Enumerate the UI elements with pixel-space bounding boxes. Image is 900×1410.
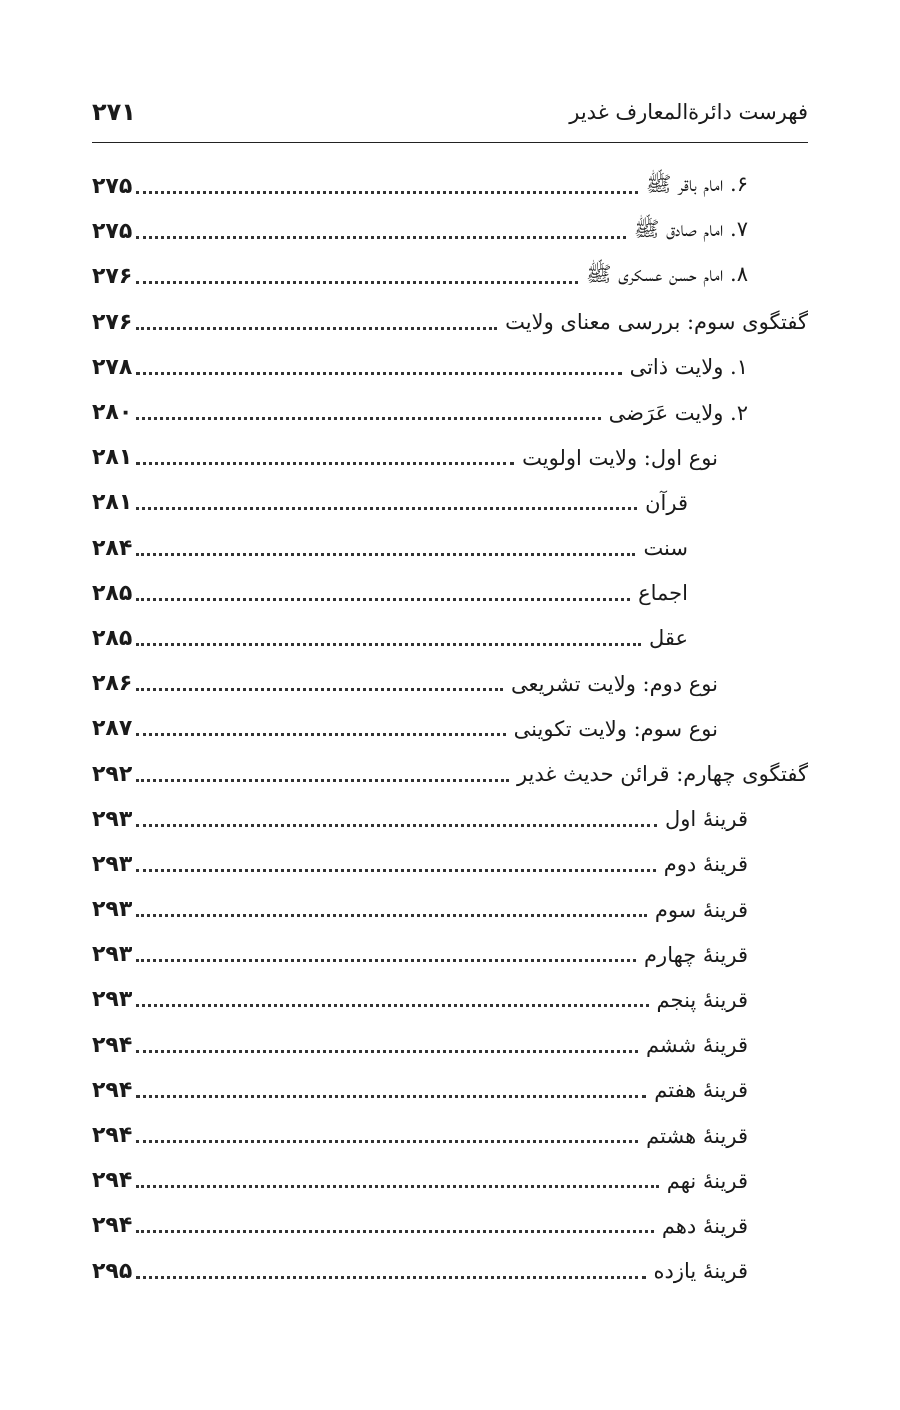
toc-entry-label: قرینۀ سوم	[654, 897, 748, 922]
dot-leader	[136, 327, 497, 330]
toc-entry-page-number: ۲۸۵	[92, 625, 133, 651]
toc-entry-label: قرینۀ ششم	[645, 1033, 748, 1058]
toc-entry	[92, 1113, 808, 1158]
table-of-contents	[92, 164, 808, 1294]
toc-entry	[92, 571, 808, 616]
toc-entry	[92, 616, 808, 661]
dot-leader	[136, 959, 636, 962]
dot-leader	[136, 598, 630, 601]
toc-entry-label: نوع دوم: ولایت تشریعی	[510, 671, 718, 696]
toc-entry-page-number: ۲۷۵	[92, 174, 133, 200]
header-divider	[92, 142, 808, 143]
dot-leader	[136, 462, 514, 465]
toc-entry	[92, 1203, 808, 1248]
toc-entry	[92, 1249, 808, 1294]
toc-entry	[92, 1023, 808, 1068]
page-number: ۲۷۱	[92, 98, 136, 126]
toc-entry-label: سنت	[643, 536, 688, 561]
dot-leader	[136, 191, 638, 194]
dot-leader	[136, 1140, 638, 1143]
toc-entry-label: گفتگوی سوم: بررسی معنای ولایت	[505, 310, 808, 335]
toc-entry	[92, 1158, 808, 1203]
dot-leader	[136, 1276, 645, 1279]
dot-leader	[136, 1095, 646, 1098]
toc-entry-label: عقل	[648, 626, 688, 651]
toc-entry-label: ۶. امام باقر ﷺ	[646, 172, 748, 197]
toc-entry-label: قرینۀ چهارم	[644, 942, 748, 967]
dot-leader	[136, 824, 657, 827]
toc-entry	[92, 480, 808, 525]
dot-leader	[136, 1004, 648, 1007]
dot-leader	[136, 688, 503, 691]
toc-entry-page-number: ۲۹۳	[92, 897, 133, 923]
toc-entry	[92, 977, 808, 1022]
toc-entry	[92, 1068, 808, 1113]
toc-entry	[92, 345, 808, 390]
dot-leader	[136, 236, 626, 239]
toc-entry-page-number: ۲۷۵	[92, 219, 133, 245]
toc-entry	[92, 797, 808, 842]
toc-entry-page-number: ۲۸۱	[92, 490, 133, 516]
dot-leader	[136, 281, 578, 284]
running-title: فهرست دائرةالمعارف غدیر	[569, 100, 808, 124]
toc-entry-page-number: ۲۹۲	[92, 761, 133, 787]
dot-leader	[136, 1185, 658, 1188]
toc-entry-page-number: ۲۸۰	[92, 400, 133, 426]
toc-entry-label: قرینۀ هفتم	[654, 1078, 748, 1103]
toc-entry	[92, 932, 808, 977]
toc-entry	[92, 254, 808, 299]
toc-entry-label: اجماع	[638, 581, 688, 606]
dot-leader	[136, 914, 647, 917]
toc-entry-page-number: ۲۹۴	[92, 1077, 133, 1103]
dot-leader	[136, 869, 655, 872]
toc-entry	[92, 300, 808, 345]
toc-entry-page-number: ۲۸۷	[92, 716, 133, 742]
toc-entry-page-number: ۲۹۳	[92, 851, 133, 877]
dot-leader	[136, 507, 637, 510]
dot-leader	[136, 417, 600, 420]
toc-entry-page-number: ۲۹۳	[92, 987, 133, 1013]
toc-entry	[92, 842, 808, 887]
dot-leader	[136, 1230, 654, 1233]
toc-entry-page-number: ۲۸۱	[92, 445, 133, 471]
dot-leader	[136, 1050, 638, 1053]
toc-entry-label: نوع اول: ولایت اولویت	[522, 445, 718, 470]
toc-entry-label: قرینۀ نهم	[666, 1168, 748, 1193]
dot-leader	[136, 372, 621, 375]
toc-entry	[92, 661, 808, 706]
dot-leader	[136, 733, 505, 736]
toc-entry-label: قرینۀ یازده	[653, 1259, 748, 1284]
toc-entry	[92, 435, 808, 480]
toc-entry-label: گفتگوی چهارم: قرائن حدیث غدیر	[516, 762, 808, 787]
toc-entry-label: قرینۀ دوم	[663, 852, 748, 877]
toc-entry	[92, 390, 808, 435]
toc-entry	[92, 209, 808, 254]
toc-entry-label: ۱. ولایت ذاتی	[629, 355, 748, 380]
toc-entry	[92, 164, 808, 209]
toc-entry-page-number: ۲۷۸	[92, 354, 133, 380]
toc-entry-page-number: ۲۹۳	[92, 942, 133, 968]
toc-entry-label: قرینۀ دهم	[661, 1213, 748, 1238]
toc-entry-page-number: ۲۹۳	[92, 806, 133, 832]
toc-entry-page-number: ۲۷۶	[92, 264, 133, 290]
toc-entry-label: قرینۀ اول	[665, 807, 748, 832]
toc-entry-page-number: ۲۷۶	[92, 309, 133, 335]
toc-entry-label: نوع سوم: ولایت تکوینی	[513, 716, 718, 741]
toc-entry-label: ۸. امام حسن عسکری ﷺ	[586, 262, 748, 287]
toc-entry-label: ۲. ولایت عَرَضی	[608, 400, 748, 425]
dot-leader	[136, 643, 641, 646]
page-header	[92, 96, 808, 136]
toc-entry-page-number: ۲۸۵	[92, 580, 133, 606]
toc-entry-label: قرینۀ هشتم	[646, 1123, 748, 1148]
dot-leader	[136, 779, 509, 782]
toc-entry-page-number: ۲۹۴	[92, 1168, 133, 1194]
toc-entry	[92, 887, 808, 932]
toc-entry-page-number: ۲۹۴	[92, 1213, 133, 1239]
toc-entry	[92, 706, 808, 751]
toc-entry-label: قرآن	[645, 490, 688, 515]
toc-entry-page-number: ۲۹۵	[92, 1258, 133, 1284]
dot-leader	[136, 553, 635, 556]
toc-entry-page-number: ۲۹۴	[92, 1123, 133, 1149]
toc-entry-label: ۷. امام صادق ﷺ	[634, 217, 748, 242]
toc-entry-label: قرینۀ پنجم	[656, 987, 748, 1012]
toc-entry	[92, 526, 808, 571]
toc-entry	[92, 751, 808, 796]
toc-entry-page-number: ۲۹۴	[92, 1032, 133, 1058]
toc-entry-page-number: ۲۸۶	[92, 671, 133, 697]
toc-entry-page-number: ۲۸۴	[92, 535, 133, 561]
